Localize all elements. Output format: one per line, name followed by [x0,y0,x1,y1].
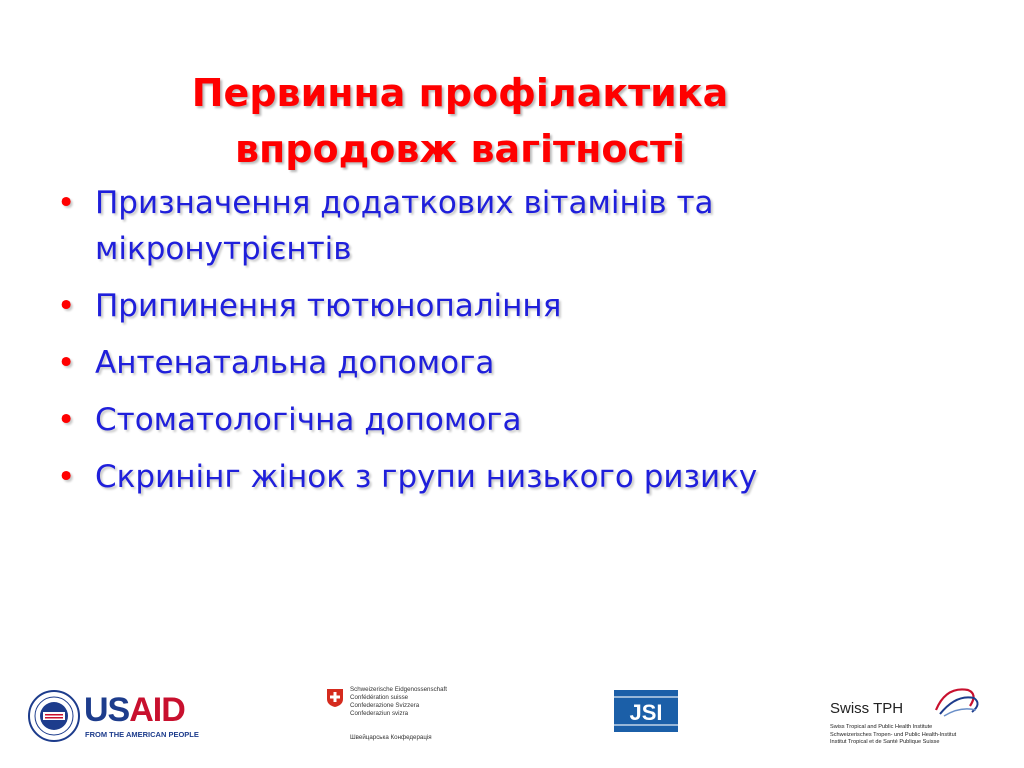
bullet-text: Скринінг жінок з групи низького ризику [95,459,758,495]
swiss-name-de: Schweizerische Eidgenossenschaft [350,686,447,693]
swiss-tph-line-de: Schweizerisches Tropen- und Public Health-Institut [830,731,957,738]
bullet-dot-icon: • [57,288,76,324]
swiss-tph-name: Swiss TPH [830,700,904,717]
bullet-item-3 [55,340,955,386]
swiss-tph-line-en: Swiss Tropical and Public Health Institute [830,724,933,730]
swiss-name-it: Confederazione Svizzera [350,702,420,709]
bullet-item-1 [55,180,955,272]
jsi-label: JSI [629,700,663,725]
swiss-tph-swirl-icon [916,680,986,724]
bullet-text: Призначення додаткових вітамінів та мікронутрієнтів [95,185,714,267]
title-line-1: Первинна профілактика [191,71,729,116]
swiss-name-fr: Confédération suisse [350,694,409,701]
title-line-2: впродовж вагітності [234,127,686,172]
bullet-dot-icon: • [57,345,76,381]
bullet-text: Стоматологічна допомога [95,402,522,438]
slide-title [0,65,920,177]
swiss-tph-logo [830,680,1010,760]
bullet-dot-icon: • [57,459,76,495]
bullet-text: Припинення тютюнопаління [95,288,562,324]
jsi-logo-icon [614,690,678,732]
bullet-text: Антенатальна допомога [95,345,495,381]
bullet-item-4 [55,397,955,443]
swiss-name-rm: Confederaziun svizra [350,710,409,717]
usaid-seal-icon [28,690,80,742]
bullet-dot-icon: • [57,185,76,221]
swiss-flag-icon [326,688,344,708]
swiss-name-ua: Швейцарська Конфедерація [350,734,432,741]
bullet-dot-icon: • [57,402,76,438]
usaid-wordmark: USAID [84,691,185,729]
swiss-tph-subtitle [830,724,956,747]
bullet-item-5 [55,454,955,500]
usaid-tagline: FROM THE AMERICAN PEOPLE [85,730,199,739]
swiss-names [350,686,447,718]
swiss-confederation-logo [326,686,476,756]
bullet-list [55,180,955,511]
swiss-tph-line-fr: Institut Tropical et de Santé Publique Suisse [830,739,940,745]
footer-logos [0,670,1024,768]
bullet-item-2 [55,283,955,329]
usaid-logo [28,690,198,748]
